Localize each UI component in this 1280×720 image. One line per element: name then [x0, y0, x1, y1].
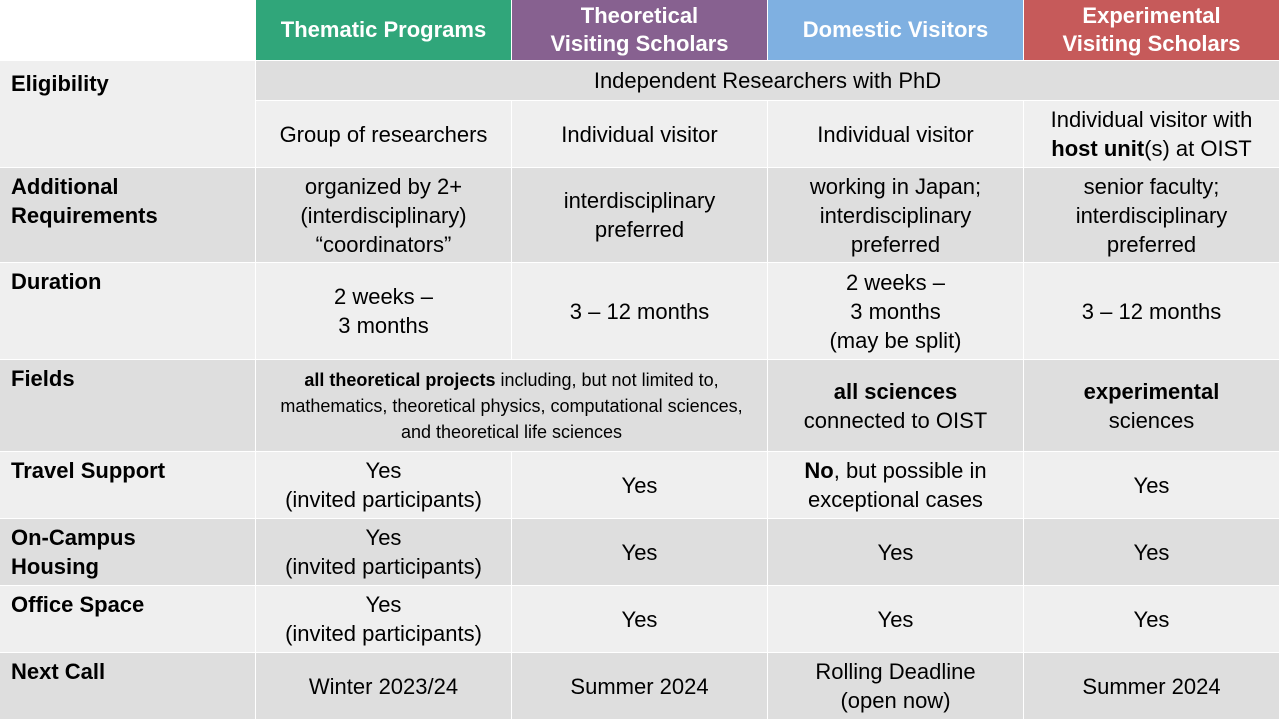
fields-domestic-bold: all sciences: [833, 378, 958, 404]
header-domestic-visitors: Domestic Visitors: [768, 0, 1024, 61]
row-label-duration: Duration: [0, 263, 256, 360]
duration-experimental: 3 – 12 months: [1024, 263, 1280, 360]
fields-theory-bold: all theoretical projects: [304, 369, 496, 390]
fields-experimental: [1024, 360, 1280, 452]
office-domestic: Yes: [768, 586, 1024, 653]
housing-thematic: Yes (invited participants): [256, 519, 512, 586]
eligibility-experimental: [1024, 101, 1280, 168]
fields-theory-text: [264, 367, 759, 445]
fields-experimental-rest: sciences: [1108, 407, 1195, 433]
row-label-eligibility: Eligibility: [0, 61, 256, 168]
next-call-domestic: Rolling Deadline (open now): [768, 653, 1024, 720]
header-theoretical-visiting-scholars: Theoretical Visiting Scholars: [512, 0, 768, 61]
fields-domestic-text: [804, 377, 987, 435]
fields-theory-rest: including, but not limited to, mathematics, theoretical physics, computational sciences, and theoretical life sciences: [280, 369, 743, 442]
duration-domestic: 2 weeks – 3 months (may be split): [768, 263, 1024, 360]
travel-domestic-rest: , but possible in exceptional cases: [808, 458, 987, 512]
row-label-fields: Fields: [0, 360, 256, 452]
duration-thematic: 2 weeks – 3 months: [256, 263, 512, 360]
housing-domestic: Yes: [768, 519, 1024, 586]
fields-experimental-text: [1084, 377, 1220, 435]
eligibility-experimental-post: (s) at OIST: [1144, 136, 1252, 161]
eligibility-span-cell: Independent Researchers with PhD: [256, 61, 1280, 101]
header-thematic-programs: Thematic Programs: [256, 0, 512, 61]
additional-theoretical: interdisciplinary preferred: [512, 168, 768, 263]
eligibility-experimental-bold: host unit: [1051, 136, 1145, 161]
next-call-theoretical: Summer 2024: [512, 653, 768, 720]
travel-thematic: Yes (invited participants): [256, 452, 512, 519]
eligibility-experimental-pre: Individual visitor with: [1050, 107, 1253, 132]
fields-domestic: [768, 360, 1024, 452]
eligibility-domestic: Individual visitor: [768, 101, 1024, 168]
row-label-next-call: Next Call: [0, 653, 256, 720]
travel-experimental: Yes: [1024, 452, 1280, 519]
travel-theoretical: Yes: [512, 452, 768, 519]
travel-domestic: [768, 452, 1024, 519]
row-label-office-space: Office Space: [0, 586, 256, 653]
row-label-additional-requirements: Additional Requirements: [0, 168, 256, 263]
office-experimental: Yes: [1024, 586, 1280, 653]
header-experimental-visiting-scholars: Experimental Visiting Scholars: [1024, 0, 1280, 61]
row-label-on-campus-housing: On-Campus Housing: [0, 519, 256, 586]
travel-domestic-text: [804, 456, 986, 514]
fields-theory-merged: [256, 360, 768, 452]
travel-domestic-bold: No: [804, 458, 834, 483]
next-call-thematic: Winter 2023/24: [256, 653, 512, 720]
duration-theoretical: 3 – 12 months: [512, 263, 768, 360]
housing-experimental: Yes: [1024, 519, 1280, 586]
additional-thematic: organized by 2+ (interdisciplinary) “coordinators”: [256, 168, 512, 263]
additional-domestic: working in Japan; interdisciplinary preferred: [768, 168, 1024, 263]
eligibility-theoretical: Individual visitor: [512, 101, 768, 168]
office-theoretical: Yes: [512, 586, 768, 653]
eligibility-experimental-text: [1051, 105, 1253, 163]
fields-domestic-rest: connected to OIST: [803, 407, 988, 433]
next-call-experimental: Summer 2024: [1024, 653, 1280, 720]
office-thematic: Yes (invited participants): [256, 586, 512, 653]
fields-experimental-bold: experimental: [1083, 378, 1220, 404]
housing-theoretical: Yes: [512, 519, 768, 586]
header-corner: [0, 0, 256, 61]
eligibility-thematic: Group of researchers: [256, 101, 512, 168]
row-label-travel-support: Travel Support: [0, 452, 256, 519]
additional-experimental: senior faculty; interdisciplinary preferred: [1024, 168, 1280, 263]
